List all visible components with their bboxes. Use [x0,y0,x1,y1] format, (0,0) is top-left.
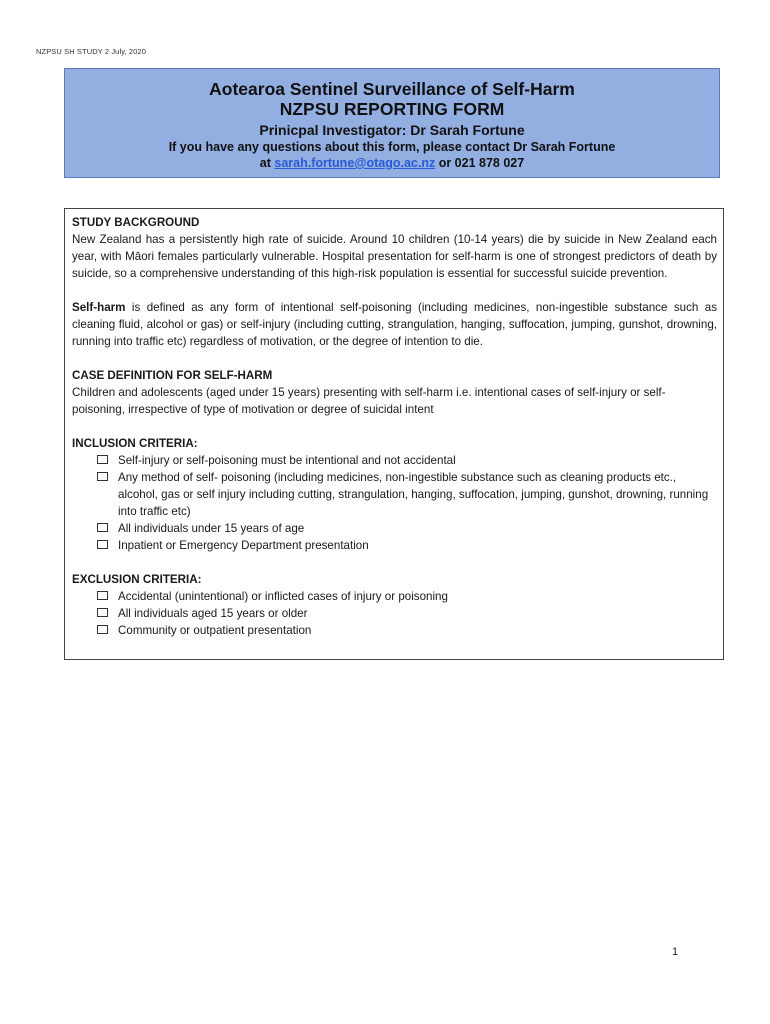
inclusion-item [96,537,717,554]
study-background-paragraph: New Zealand has a persistently high rate of suicide. Around 10 children (10-14 years) die by suicide in New Zealand each year, with Māori females particularly vulnerable. Hospital presentation for self-harm is one of strongest predictors of death by suicide, so a comprehensive understanding of this high-risk population is essential for successful suicide prevention. [72,233,717,280]
exclusion-criteria-heading: EXCLUSION CRITERIA: [72,573,202,586]
inclusion-criteria-list [72,452,717,554]
self-harm-definition [72,299,717,350]
checkbox[interactable] [97,455,108,464]
inclusion-item-label: Any method of self- poisoning (including medicines, non-ingestible substance such as cleaning products etc., alcohol, gas or self injury including cutting, strangulation, hanging, suffocation, jumping, gunshot, drowning, running into traffic etc) [118,471,709,518]
checkbox[interactable] [97,523,108,532]
contact-line: If you have any questions about this form, please contact Dr Sarah Fortune [168,140,616,154]
inclusion-item [96,520,717,537]
study-background-heading: STUDY BACKGROUND [72,216,200,229]
exclusion-item [96,588,717,605]
inclusion-item [96,469,717,520]
form-title: NZPSU REPORTING FORM [279,99,505,119]
checkbox[interactable] [97,472,108,481]
principal-investigator: Prinicpal Investigator: Dr Sarah Fortune [259,122,525,138]
exclusion-criteria-list [72,588,717,639]
self-harm-definition-text: is defined as any form of intentional self-poisoning (including medicines, non-ingestible substance such as cleaning fluid, alcohol or gas) or self-injury (including cutting, strangulation, hanging, suffocation, jumping, gunshot, drowning, running into traffic etc) regardless of motivation, or the degree of intention to die. [72,301,717,348]
inclusion-criteria-heading: INCLUSION CRITERIA: [72,437,198,450]
checkbox[interactable] [97,608,108,617]
checkbox[interactable] [97,540,108,549]
exclusion-item [96,605,717,622]
exclusion-item-label: Community or outpatient presentation [118,624,312,637]
running-head: NZPSU SH STUDY 2 July, 2020 [36,47,146,56]
inclusion-item [96,452,717,469]
exclusion-item-label: Accidental (unintentional) or inflicted cases of injury or poisoning [118,590,448,603]
email-link[interactable]: sarah.fortune@otago.ac.nz [274,156,436,170]
case-definition-heading: CASE DEFINITION FOR SELF-HARM [72,369,273,382]
contact-details [65,156,719,171]
inclusion-item-label: All individuals under 15 years of age [118,522,305,535]
exclusion-item-label: All individuals aged 15 years or older [118,607,308,620]
exclusion-item [96,622,717,639]
page-number: 1 [672,946,679,958]
inclusion-item-label: Self-injury or self-poisoning must be intentional and not accidental [118,454,456,467]
contact-prefix: at [259,156,275,170]
form-title-box [64,68,720,178]
contact-phone: or 021 878 027 [435,156,525,170]
checkbox[interactable] [97,591,108,600]
self-harm-term: Self-harm [72,301,126,314]
survey-title: Aotearoa Sentinel Surveillance of Self-Harm [209,79,575,99]
inclusion-item-label: Inpatient or Emergency Department presentation [118,539,369,552]
case-definition-text: Children and adolescents (aged under 15 years) presenting with self-harm i.e. intentional cases of self-injury or self-poisoning, irrespective of type of motivation or degree of suicidal intent [72,386,666,416]
study-information-box [64,208,724,660]
checkbox[interactable] [97,625,108,634]
